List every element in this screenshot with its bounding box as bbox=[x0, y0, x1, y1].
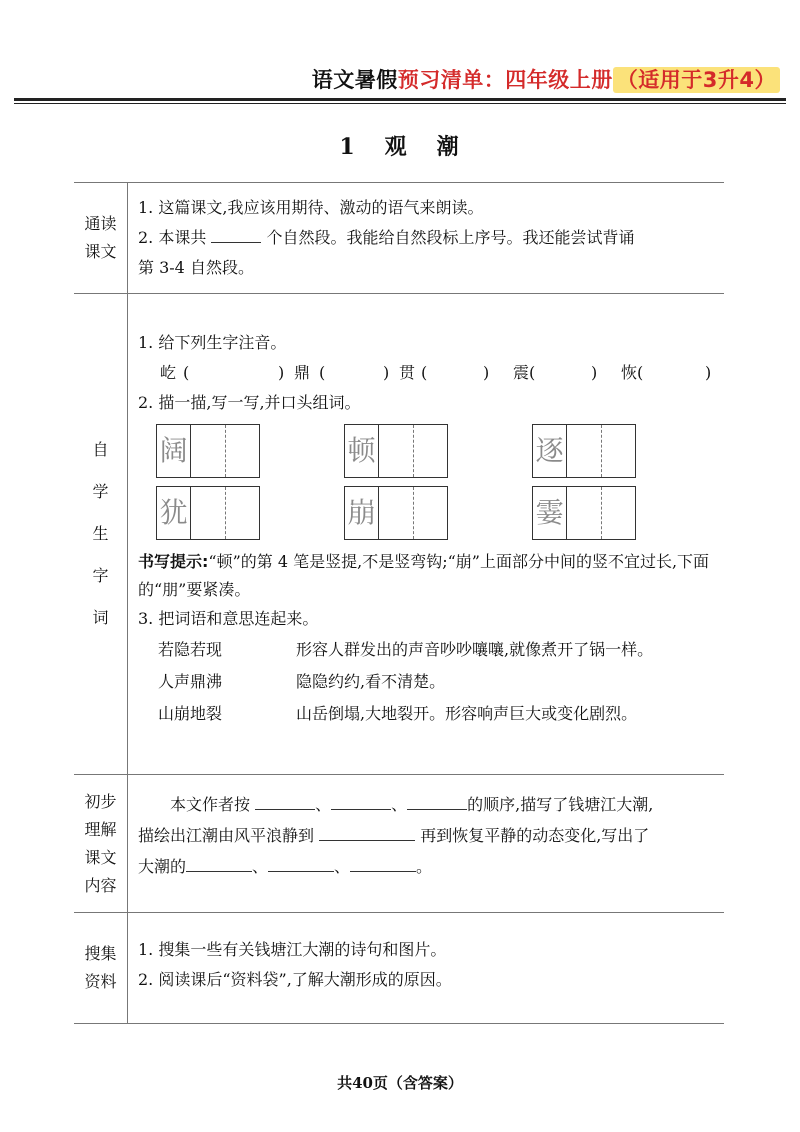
header-part2: 预习清单： bbox=[397, 68, 506, 92]
q1-title: 1. 给下列生字注音。 bbox=[138, 333, 287, 352]
order-blank-2[interactable] bbox=[331, 791, 391, 810]
read-line-1: 1. 这篇课文,我应该用期待、激动的语气来朗读。 bbox=[138, 198, 484, 217]
pinyin-char: 鼎 bbox=[294, 363, 311, 382]
trace-char: 阔 bbox=[157, 425, 191, 477]
writing-grid[interactable] bbox=[532, 424, 636, 478]
pinyin-char: 贯 bbox=[399, 363, 416, 382]
feature-blank-1[interactable] bbox=[186, 853, 252, 872]
trace-char: 顿 bbox=[345, 425, 379, 477]
understand-line-3: 大潮的 、 、 。 bbox=[138, 851, 724, 882]
writing-hint bbox=[138, 548, 724, 604]
match-word[interactable]: 山崩地裂 bbox=[158, 704, 223, 723]
trace-char: 崩 bbox=[345, 487, 379, 539]
header-rule-thin bbox=[14, 103, 786, 104]
pinyin-char: 震 bbox=[513, 363, 530, 382]
match-row bbox=[138, 666, 724, 698]
collect-line-2: 2. 阅读课后“资料袋”,了解大潮形成的原因。 bbox=[138, 970, 452, 989]
lesson-title bbox=[0, 130, 800, 161]
order-blank-1[interactable] bbox=[255, 791, 315, 810]
read-line-3: 第 3-4 自然段。 bbox=[138, 258, 254, 277]
writing-grid[interactable] bbox=[532, 486, 636, 540]
pinyin-char: 屹 bbox=[160, 363, 177, 382]
writing-grid[interactable] bbox=[344, 424, 448, 478]
hint-label: 书写提示: bbox=[138, 552, 209, 571]
feature-blank-2[interactable] bbox=[268, 853, 334, 872]
header-badge: （适用于3升4） bbox=[613, 67, 780, 93]
lesson-title-b: 潮 bbox=[436, 134, 461, 160]
section-label bbox=[74, 775, 128, 912]
worksheet-table bbox=[74, 182, 724, 1024]
pinyin-char: 恢 bbox=[621, 363, 638, 382]
collect-line-1: 1. 搜集一些有关钱塘江大潮的诗句和图片。 bbox=[138, 940, 447, 959]
paragraph-count-blank[interactable] bbox=[211, 224, 261, 243]
header-part3: 四年级上册 bbox=[505, 68, 613, 92]
writing-grid-row bbox=[156, 486, 636, 540]
understand-line-2: 描绘出江潮由风平浪静到 再到恢复平静的动态变化,写出了 bbox=[138, 820, 724, 851]
writing-grid[interactable] bbox=[156, 424, 260, 478]
label-read-text: 通读课文 bbox=[84, 214, 117, 261]
label-understand: 初步理解课文内容 bbox=[84, 791, 117, 895]
writing-grid[interactable] bbox=[344, 486, 448, 540]
change-blank[interactable] bbox=[319, 822, 415, 841]
section-understand-content bbox=[74, 774, 724, 912]
trace-char: 犹 bbox=[157, 487, 191, 539]
match-row bbox=[138, 698, 724, 730]
label-collect: 搜集资料 bbox=[84, 944, 117, 991]
label-new-words: 自学生字词 bbox=[92, 440, 109, 627]
page-header bbox=[312, 64, 780, 94]
match-meaning[interactable]: 山岳倒塌,大地裂开。形容响声巨大或变化剧烈。 bbox=[296, 704, 638, 723]
match-word[interactable]: 人声鼎沸 bbox=[158, 672, 223, 691]
section-label bbox=[74, 183, 128, 293]
trace-char: 霎 bbox=[533, 487, 567, 539]
feature-blank-3[interactable] bbox=[350, 853, 416, 872]
section-read-text bbox=[74, 182, 724, 293]
page-footer: 共40页（含答案） bbox=[337, 1074, 463, 1092]
section-collect-material bbox=[74, 912, 724, 1024]
read-line-2: 2. 本课共 个自然段。我能给自然段标上序号。我还能尝试背诵 bbox=[138, 223, 724, 253]
header-rule-thick bbox=[14, 98, 786, 101]
q3-title: 3. 把词语和意思连起来。 bbox=[138, 609, 319, 628]
hint-text: “顿”的第 4 笔是竖提,不是竖弯钩;“崩”上面部分中间的竖不宜过长,下面的“朋”要紧凑。 bbox=[138, 552, 710, 599]
section-label bbox=[74, 294, 128, 774]
lesson-number: 1 bbox=[339, 134, 357, 160]
order-blank-3[interactable] bbox=[407, 791, 467, 810]
q2-title: 2. 描一描,写一写,并口头组词。 bbox=[138, 393, 361, 412]
writing-grid-row bbox=[156, 424, 636, 478]
writing-grid[interactable] bbox=[156, 486, 260, 540]
match-meaning[interactable]: 形容人群发出的声音吵吵嚷嚷,就像煮开了锅一样。 bbox=[296, 640, 654, 659]
pinyin-row: 屹 ( ) 鼎 ( ) 贯 ( ) 震 ( ) 恢 ( ) bbox=[138, 358, 724, 388]
match-row bbox=[138, 634, 724, 666]
trace-char: 逐 bbox=[533, 425, 567, 477]
match-meaning[interactable]: 隐隐约约,看不清楚。 bbox=[296, 672, 446, 691]
match-word[interactable]: 若隐若现 bbox=[158, 640, 223, 659]
section-new-words bbox=[74, 293, 724, 774]
understand-line-1: 本文作者按 、 、 的顺序,描写了钱塘江大潮, bbox=[138, 789, 724, 820]
header-part1: 语文暑假 bbox=[311, 68, 398, 92]
section-label bbox=[74, 913, 128, 1023]
lesson-title-a: 观 bbox=[384, 134, 409, 160]
